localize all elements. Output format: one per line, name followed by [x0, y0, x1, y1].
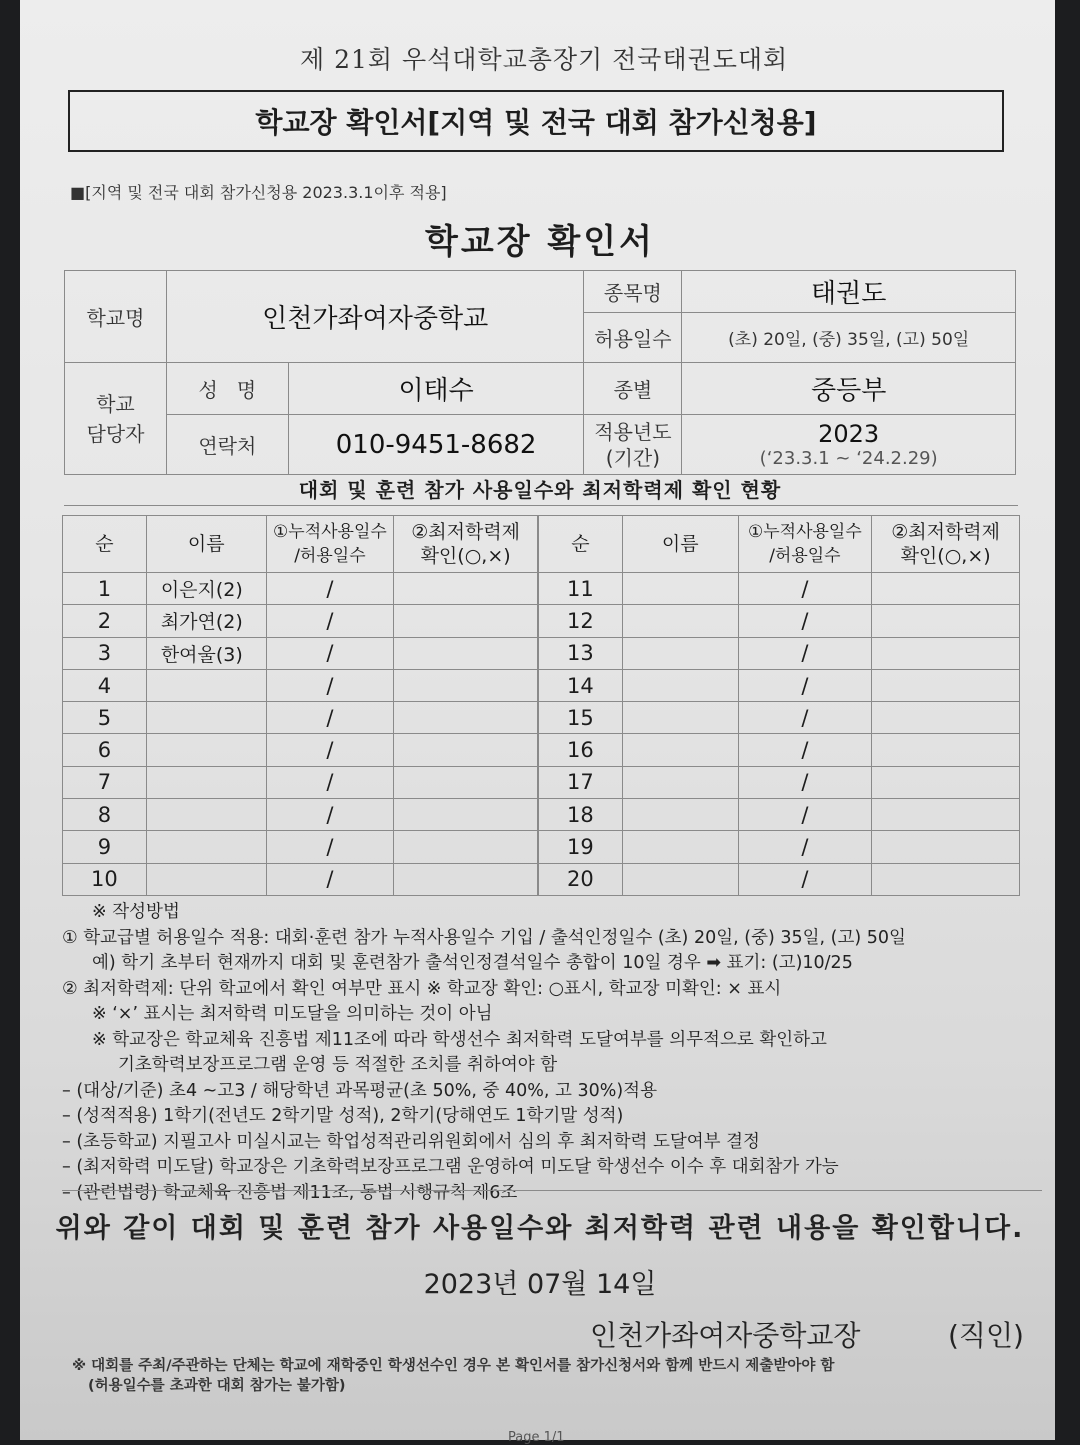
table-row: [63, 799, 538, 831]
table-row: [63, 831, 538, 863]
table-row: [539, 863, 1020, 895]
header-days: ①누적사용일수 /허용일수: [266, 516, 394, 573]
academic-check-cell: [872, 734, 1020, 766]
row-number: 12: [539, 605, 623, 637]
academic-check-cell: [872, 637, 1020, 669]
academic-check-cell: [394, 669, 538, 701]
contact-label: 연락처: [166, 415, 288, 475]
method-line: ※ 학교장은 학교체육 진흥법 제11조에 따라 학생선수 최저학력 도달여부를 의무적으로 확인하고: [92, 1029, 827, 1050]
row-number: 15: [539, 702, 623, 734]
days-cell: /: [738, 799, 872, 831]
form-title-box: 학교장 확인서[지역 및 전국 대회 참가신청용]: [68, 90, 1004, 152]
table-row: [539, 605, 1020, 637]
row-number: 17: [539, 766, 623, 798]
days-cell: /: [738, 573, 872, 605]
event-value: 태권도: [682, 271, 1016, 313]
row-number: 13: [539, 637, 623, 669]
division-value: 중등부: [682, 363, 1016, 415]
header-academic: ②최저학력제 확인(○,×): [872, 516, 1020, 573]
manager-name: 이태수: [288, 363, 584, 415]
info-table: [64, 270, 1016, 475]
row-number: 11: [539, 573, 623, 605]
issue-date: 2023년 07월 14일: [423, 1269, 657, 1300]
method-line: 예) 학기 초부터 현재까지 대회 및 훈련참가 출석인정결석일수 총합이 10일 경우 ➡ 표기: (고)10/25: [92, 953, 853, 973]
academic-check-cell: [872, 605, 1020, 637]
method-line: ① 학교급별 허용일수 적용: 대회·훈련 참가 누적사용일수 기입 / 출석인정일수 (초) 20일, (중) 35일, (고) 50일: [62, 927, 906, 948]
method-line: – (성적적용) 1학기(전년도 2학기말 성적), 2학기(당해연도 1학기말 성적): [62, 1106, 624, 1126]
days-cell: /: [738, 863, 872, 895]
student-name: [146, 799, 266, 831]
allowed-days-label: 허용일수: [584, 313, 682, 363]
row-number: 7: [63, 766, 147, 798]
right-rows: [539, 573, 1020, 896]
participants-table-left: [62, 515, 538, 896]
academic-check-cell: [394, 766, 538, 798]
row-number: 20: [539, 863, 623, 895]
left-rows: [63, 573, 538, 896]
table-row: [539, 831, 1020, 863]
principal-title: 인천가좌여자중학교장: [590, 1319, 861, 1352]
days-cell: /: [266, 799, 394, 831]
page-number: Page 1/1: [508, 1430, 565, 1445]
student-name: 이은지(2): [146, 573, 266, 605]
days-cell: /: [266, 766, 394, 798]
header-days: ①누적사용일수 /허용일수: [738, 516, 872, 573]
academic-check-cell: [872, 766, 1020, 798]
table-row: [539, 669, 1020, 701]
manager-label: 학교 담당자: [65, 363, 167, 475]
footnote-line: (허용일수를 초과한 대회 참가는 불가함): [88, 1378, 346, 1394]
method-line: ※ ‘×’ 표시는 최저학력 미도달을 의미하는 것이 아님: [92, 1004, 493, 1024]
academic-check-cell: [394, 637, 538, 669]
student-name: [146, 669, 266, 701]
section-title: 대회 및 훈련 참가 사용일수와 최저학력제 확인 현황: [298, 478, 782, 502]
student-name: [622, 605, 738, 637]
method-line: – (초등학교) 지필고사 미실시교는 학업성적관리위원회에서 심의 후 최저학력 도달여부 결정: [62, 1131, 760, 1152]
table-row: [539, 766, 1020, 798]
row-number: 3: [63, 637, 147, 669]
student-name: [146, 734, 266, 766]
divider: [62, 1190, 1042, 1191]
footnote-line: ※ 대회를 주최/주관하는 단체는 학교에 재학중인 학생선수인 경우 본 확인서를 참가신청서와 함께 반드시 제출받아야 함: [72, 1358, 835, 1374]
division-label: 종별: [584, 363, 682, 415]
table-row: [63, 637, 538, 669]
row-number: 18: [539, 799, 623, 831]
method-title: ※ 작성방법: [92, 902, 180, 922]
method-line: – (관련법령) 학교체육 진흥법 제11조, 동법 시행규칙 제6조: [62, 1182, 518, 1203]
academic-check-cell: [394, 734, 538, 766]
student-name: [146, 702, 266, 734]
method-line: ② 최저학력제: 단위 학교에서 확인 여부만 표시 ※ 학교장 확인: ○표시, 학교장 미확인: × 표시: [62, 978, 782, 999]
days-cell: /: [738, 605, 872, 637]
student-name: [622, 766, 738, 798]
row-number: 5: [63, 702, 147, 734]
main-title: 학교장 확인서: [425, 222, 655, 262]
student-name: [146, 766, 266, 798]
period-value: (‘23.3.1 ~ ‘24.2.29): [759, 448, 938, 469]
days-cell: /: [738, 766, 872, 798]
row-number: 6: [63, 734, 147, 766]
method-line: – (대상/기준) 초4 ~고3 / 해당학년 과목평균(초 50%, 중 40%, 고 30%)적용: [62, 1080, 657, 1101]
days-cell: /: [266, 669, 394, 701]
student-name: [622, 863, 738, 895]
row-number: 10: [63, 863, 147, 895]
student-name: [622, 799, 738, 831]
confirmation-statement: 위와 같이 대회 및 훈련 참가 사용일수와 최저학력 관련 내용을 확인합니다.: [55, 1213, 1025, 1244]
table-row: [63, 863, 538, 895]
student-name: 최가연(2): [146, 605, 266, 637]
table-row: [539, 573, 1020, 605]
table-row: [63, 605, 538, 637]
form-subnote: ■[지역 및 전국 대회 참가신청용 2023.3.1이후 적용]: [70, 183, 447, 202]
contact-value: 010-9451-8682: [288, 415, 584, 475]
row-number: 4: [63, 669, 147, 701]
academic-check-cell: [872, 831, 1020, 863]
name-label: 성 명: [166, 363, 288, 415]
header-name: 이름: [622, 516, 738, 573]
row-number: 16: [539, 734, 623, 766]
header-no: 순: [63, 516, 147, 573]
header-no: 순: [539, 516, 623, 573]
days-cell: /: [738, 734, 872, 766]
table-row: [63, 734, 538, 766]
participants-table-right: [538, 515, 1020, 896]
student-name: [622, 573, 738, 605]
student-name: [146, 863, 266, 895]
method-line: 기초학력보장프로그램 운영 등 적절한 조치를 취하여야 함: [118, 1055, 558, 1075]
days-cell: /: [266, 734, 394, 766]
days-cell: /: [738, 831, 872, 863]
footnote: [72, 1356, 1032, 1396]
table-row: [63, 766, 538, 798]
allowed-days-value: (초) 20일, (중) 35일, (고) 50일: [682, 313, 1016, 363]
student-name: [622, 669, 738, 701]
days-cell: /: [266, 863, 394, 895]
academic-check-cell: [394, 799, 538, 831]
header-name: 이름: [146, 516, 266, 573]
student-name: [622, 637, 738, 669]
days-cell: /: [266, 605, 394, 637]
writing-instructions: [62, 900, 1022, 1206]
school-name-label: 학교명: [65, 271, 167, 363]
official-seal-label: (직인): [948, 1319, 1024, 1352]
row-number: 9: [63, 831, 147, 863]
competition-title: 제 21회 우석대학교총장기 전국태권도대회: [300, 45, 789, 74]
row-number: 2: [63, 605, 147, 637]
school-name-value: 인천가좌여자중학교: [166, 271, 584, 363]
academic-check-cell: [872, 573, 1020, 605]
event-label: 종목명: [584, 271, 682, 313]
days-cell: /: [738, 669, 872, 701]
table-row: [539, 637, 1020, 669]
table-row: [63, 573, 538, 605]
student-name: [622, 702, 738, 734]
days-cell: /: [738, 702, 872, 734]
table-row: [539, 799, 1020, 831]
year-label: 적용년도 (기간): [584, 415, 682, 475]
table-row: [63, 669, 538, 701]
table-row: [539, 734, 1020, 766]
days-cell: /: [266, 702, 394, 734]
academic-check-cell: [394, 702, 538, 734]
days-cell: /: [266, 637, 394, 669]
student-name: [146, 831, 266, 863]
year-value: 2023: [818, 420, 880, 448]
academic-check-cell: [394, 573, 538, 605]
divider: [64, 505, 1018, 506]
academic-check-cell: [394, 863, 538, 895]
method-line: – (최저학력 미도달) 학교장은 기초학력보장프로그램 운영하여 미도달 학생선수 이수 후 대회참가 가능: [62, 1157, 839, 1177]
row-number: 8: [63, 799, 147, 831]
header-academic: ②최저학력제 확인(○,×): [394, 516, 538, 573]
student-name: [622, 831, 738, 863]
year-cell: [682, 415, 1016, 475]
table-row: [63, 702, 538, 734]
row-number: 14: [539, 669, 623, 701]
academic-check-cell: [872, 863, 1020, 895]
student-name: 한여울(3): [146, 637, 266, 669]
student-name: [622, 734, 738, 766]
academic-check-cell: [394, 831, 538, 863]
days-cell: /: [738, 637, 872, 669]
academic-check-cell: [394, 605, 538, 637]
row-number: 1: [63, 573, 147, 605]
academic-check-cell: [872, 702, 1020, 734]
academic-check-cell: [872, 669, 1020, 701]
days-cell: /: [266, 573, 394, 605]
row-number: 19: [539, 831, 623, 863]
table-row: [539, 702, 1020, 734]
days-cell: /: [266, 831, 394, 863]
academic-check-cell: [872, 799, 1020, 831]
